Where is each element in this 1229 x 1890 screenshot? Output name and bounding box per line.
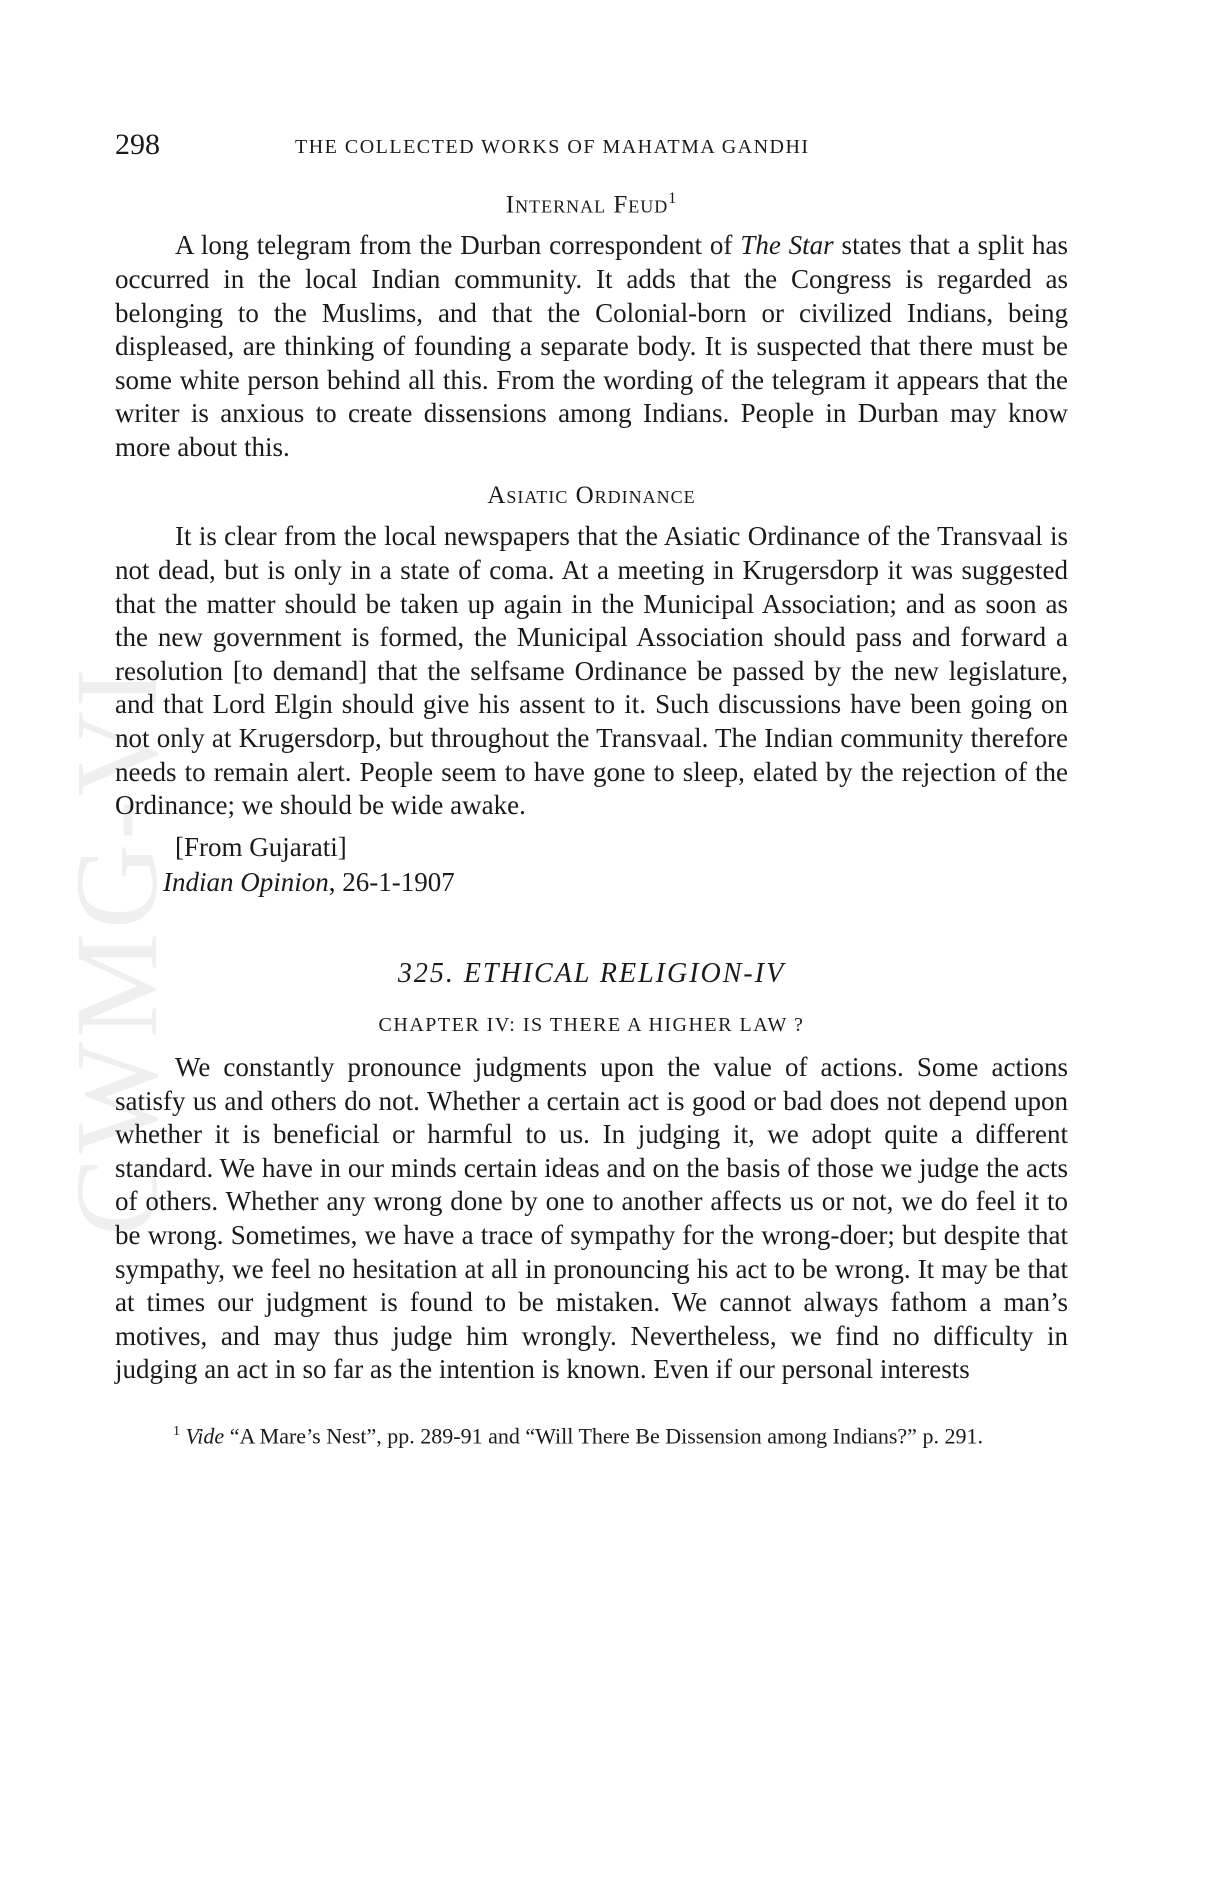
citation (115, 866, 1068, 900)
running-header (115, 128, 1068, 172)
watermark: CWMG-VI (51, 663, 182, 1237)
section-heading-internal-feud (115, 190, 1068, 219)
page-number: 298 (115, 128, 160, 161)
page-body (115, 128, 1068, 1451)
citation-publication: Indian Opinion (163, 867, 329, 898)
footnote-reference: 1 (668, 190, 678, 207)
section-heading-asiatic-ordinance: Asiatic Ordinance (487, 482, 696, 510)
paragraph-internal-feud (115, 229, 1068, 464)
footnote-text: “A Mare’s Nest”, pp. 289-91 and “Will There Be Dissension among Indians?” p. 291. (224, 1423, 983, 1449)
footnote-marker: 1 (173, 1423, 180, 1439)
footnote (115, 1417, 1068, 1451)
paragraph-text: states that a split has occurred in the local Indian community. It adds that the Congress is regarded as belonging to the Muslims, and that the Colonial-born or civilized Indians, being displeased, are thinking of founding a separate body. It is suspected that there must be some white person behind all this. From the wording of the telegram it appears that the writer is anxious to create dissensions among Indians. People in Durban may know more about this. (115, 230, 1068, 462)
section-heading-text: Internal Feud (505, 191, 669, 219)
article-title: 325. ETHICAL RELIGION-IV (397, 958, 786, 990)
paragraph-ethical-religion: We constantly pronounce judgments upon the value of actions. Some actions satisfy us and others do not. Whether a certain act is good or bad does not depend upon whether it is beneficial or harmful to us. In judging it, we adopt quite a different standard. We have in our minds certain ideas and on the basis of those we judge the acts of others. Whether any wrong done by one to another affects us or not, we do feel it to be wrong. Sometimes, we have a trace of sympathy for the wrong-doer; but despite that sympathy, we feel no hesitation at all in pronouncing his act to be wrong. It may be that at times our judgment is found to be mistaken. We cannot always fathom a man’s motives, and may thus judge him wrongly. Nevertheless, we find no difficulty in judging an act in so far as the intention is known. Even if our personal interests (115, 1052, 1068, 1385)
source-note: [From Gujarati] (175, 831, 347, 862)
paragraph-asiatic-ordinance: It is clear from the local newspapers that the Asiatic Ordinance of the Transvaal is not dead, but is only in a state of coma. At a meeting in Krugersdorp it was suggested that the matter should be taken up again in the Municipal Association; and as soon as the new government is formed, the Municipal Association should pass and forward a resolution [to demand] that the selfsame Ordinance be passed by the new legislature, and that Lord Elgin should give his assent to it. Such discussions have been going on not only at Krugersdorp, but throughout the Transvaal. The Indian community therefore needs to remain alert. People seem to have gone to sleep, elated by the rejection of the Ordinance; we should be wide awake. (115, 521, 1068, 821)
citation-date: , 26-1-1907 (328, 867, 455, 898)
newspaper-name: The Star (740, 230, 834, 261)
paragraph-text: A long telegram from the Durban correspondent of (175, 230, 741, 261)
footnote-vide: Vide (185, 1423, 225, 1449)
running-title: THE COLLECTED WORKS OF MAHATMA GANDHI (295, 136, 810, 158)
chapter-heading: CHAPTER IV: IS THERE A HIGHER LAW ? (378, 1014, 805, 1037)
footnote-separator (115, 1387, 1068, 1417)
